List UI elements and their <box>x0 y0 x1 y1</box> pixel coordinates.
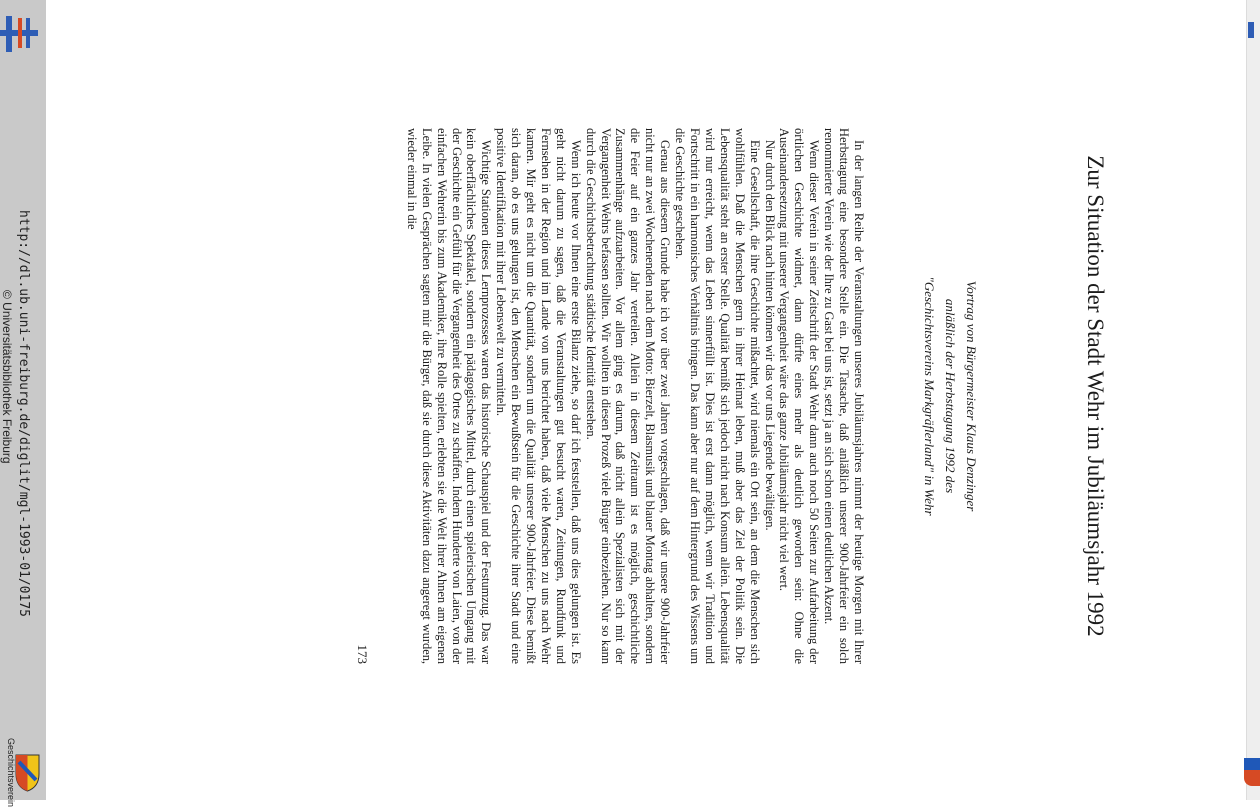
subtitle-line: anläßlich der Herbsttagung 1992 des <box>943 298 958 494</box>
paragraph: Nur durch den Blick nach hinten können wir das vor uns Liegende bewältigen. <box>762 140 777 531</box>
paragraph: In der langen Reihe der Veranstaltungen unseres Jubiläumsjahres nimmt der heutige Morgen mit Ihrer Herbsttagung eine besondere Stelle ein. Die Tatsache, daß anläßlich unserer 900-Jahrfeier ein solch renommierter Verein wie der Ihre zu Gast bei uns ist, setzt ja an sich schon einen deutlichen Akzent. <box>822 128 866 664</box>
paragraph: Eine Gesellschaft, die ihre Geschichte mißachtet, wird niemals ein Ort sein, an dem die Menschen sich wohlfühlen. Daß die Menschen gern in ihrer Heimat leben, muß aber das Ziel der Politik sein. Die Lebensqualität steht an erster Stelle. Qualität bemißt sich jedoch nicht nach Konsum allein. Lebensqualität wird nur erreicht, wenn das Leben sinnerfüllt ist. Dies ist erst dann möglich, wenn wir Tradition und Fortschritt in ein harmonisches Verhältnis bringen. Das kann aber nur auf dem Hintergrund des Wissens um die Geschichte geschehen. <box>673 128 762 664</box>
society-name: Geschichtsverein <box>6 738 16 807</box>
paragraph: Genau aus diesem Grunde habe ich vor über zwei Jahren vorgeschlagen, daß wir unsere 900-Jahrfeier nicht nur an zwei Wochenenden nach dem Motto: Bierzelt, Blasmusik und blauer Montag abhalten, sondern die Feier auf ein ganzes Jahr verteilen. Allein in diesem Zeitraum ist es möglich, geschichtliche Zusammenhänge aufzuarbeiten. Vor allem ging es darum, daß nicht allein Spezialisten sich mit der Vergangenheit Wehrs befassen sollten. Wir wollten in diesen Prozeß viele Bürger einbeziehen. Nur so kann durch die Geschichtsbetrachtung städtische Identität entstehen. <box>583 128 673 664</box>
viewer-right-edge <box>1246 0 1260 800</box>
edge-logo-icon <box>1244 758 1260 786</box>
page-subtitle <box>919 228 982 564</box>
article-body <box>404 128 866 664</box>
page-number: 173 <box>355 644 370 664</box>
flag-logo-icon <box>0 16 38 52</box>
subtitle-line: "Geschichtsvereins Markgräflerland" in Wehr <box>922 276 937 516</box>
page-title: Zur Situation der Stadt Wehr im Jubiläumsjahr 1992 <box>1083 155 1108 637</box>
scan-url[interactable]: http://dl.ub.uni-freiburg.de/diglit/mgl-1993-01/0175 <box>16 210 31 617</box>
paragraph: Wichtige Stationen dieses Lernprozesses waren das historische Schauspiel und der Festumzug. Das war kein oberflächliches Spektakel, sondern ein pädagogisches Mittel, durch einen spielerischen Umgang mit der Geschichte ein Gefühl für die Vergangenheit des Ortes zu schaffen. Indem Hunderte von Laien, von der einfachen Wehrerin bis zum Akademiker, ihre Rolle spielten, erlebten sie die Welt ihrer Ahnen am eigenen Leibe. In vielen Gesprächen sagten mir die Bürger, daß sie durch diese Aktivitäten dazu angeregt wurden, wieder einmal in die <box>404 128 494 664</box>
paragraph: Wenn ich heute vor Ihnen eine erste Bilanz ziehe, so darf ich feststellen, daß uns dies gelungen ist. Es geht nicht darum zu sagen, daß die Veranstaltungen gut besucht waren, Zeitungen, Rundfunk und Fernsehen in der Region und im Lande von uns berichtet haben, daß viele Menschen zu uns nach Wehr kamen. Mir geht es nicht um die Quantität, sondern um die Qualität unserer 900-Jahrfeier. Diese bemißt sich daran, ob es uns gelungen ist, den Menschen ein Bewußtsein für die Geschichte ihrer Stadt und eine positive Identifikation mit ihrer Lebenswelt zu vermitteln. <box>494 128 583 664</box>
coat-of-arms-icon <box>14 752 41 792</box>
scanned-page <box>224 128 1110 664</box>
viewer-side-strip <box>0 0 46 807</box>
edge-marker <box>1248 22 1254 38</box>
subtitle-line: Vortrag von Bürgermeister Klaus Denzinger <box>964 280 979 512</box>
paragraph: Wenn dieser Verein in seiner Zeitschrift der Stadt Wehr dann auch noch 50 Seiten zur Aufarbeitung der örtlichen Geschichte widmet, dann dürfte eines mehr als deutlich geworden sein: Ohne die Auseinandersetzung mit unserer Vergangenheit wäre das ganze Jubiläumsjahr nicht viel wert. <box>777 128 822 664</box>
copyright-notice: © Universitätsbibliothek Freiburg <box>0 290 14 464</box>
